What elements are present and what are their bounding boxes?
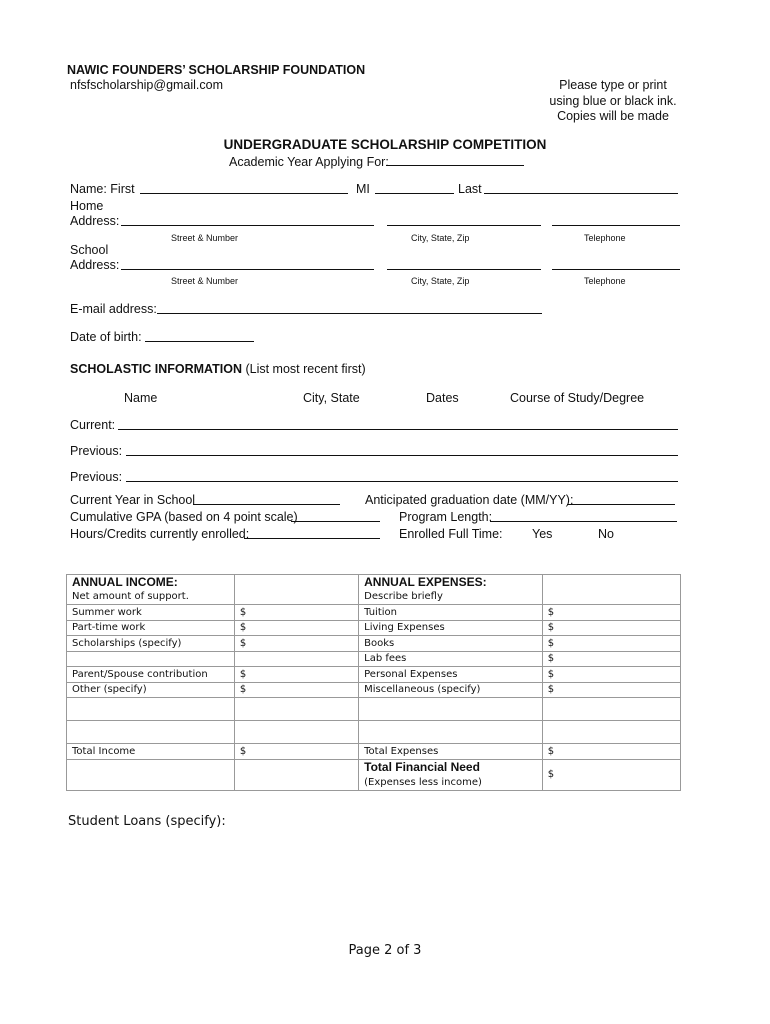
blank-cell — [234, 759, 358, 790]
blank-cell[interactable] — [359, 698, 543, 721]
table-row — [67, 721, 681, 744]
total-income-label: Total Income — [67, 744, 235, 760]
gpa-field[interactable] — [291, 521, 380, 522]
page-number: Page 2 of 3 — [348, 943, 422, 958]
blank-cell[interactable] — [359, 721, 543, 744]
scholastic-heading-title: SCHOLASTIC INFORMATION — [70, 362, 242, 376]
email-label: E-mail address: — [70, 302, 157, 316]
income-sub-cell: Net amount of support. — [67, 590, 235, 605]
income-item: Part-time work — [67, 620, 235, 636]
table-row — [67, 620, 681, 636]
blank-cell[interactable] — [542, 698, 680, 721]
school-city-field[interactable] — [387, 269, 541, 270]
income-item: Scholarships (specify) — [67, 636, 235, 652]
hours-label: Hours/Credits currently enrolled: — [70, 527, 250, 541]
table-row — [67, 744, 681, 760]
blank-cell[interactable] — [542, 721, 680, 744]
total-expenses-label: Total Expenses — [359, 744, 543, 760]
blank-cell[interactable] — [234, 721, 358, 744]
table-row — [67, 590, 681, 605]
income-item: Summer work — [67, 605, 235, 621]
scholastic-heading — [70, 362, 366, 376]
income-amount-cell[interactable] — [234, 590, 358, 605]
current-school-field[interactable] — [118, 429, 678, 430]
expense-amount[interactable]: $ — [542, 667, 680, 683]
mi-field[interactable] — [375, 193, 454, 194]
telephone-caption: Telephone — [584, 276, 626, 286]
home-street-field[interactable] — [121, 225, 374, 226]
income-item: Parent/Spouse contribution — [67, 667, 235, 683]
street-caption: Street & Number — [171, 276, 239, 286]
first-name-label: Name: First — [70, 182, 135, 196]
organization-email: nfsfscholarship@gmail.com — [70, 78, 224, 92]
organization-name: NAWIC FOUNDERS’ SCHOLARSHIP FOUNDATION — [67, 63, 366, 77]
table-row — [67, 575, 681, 590]
academic-year-field[interactable] — [386, 165, 524, 166]
previous-school-label: Previous: — [70, 470, 123, 484]
city-caption: City, State, Zip — [411, 276, 470, 286]
table-row — [67, 698, 681, 721]
income-item — [67, 651, 235, 667]
table-row — [67, 651, 681, 667]
current-year-field[interactable] — [193, 504, 340, 505]
school-address-label: Address: — [70, 258, 120, 272]
previous-school-label: Previous: — [70, 444, 123, 458]
full-time-yes-option[interactable]: Yes — [532, 527, 553, 541]
note-line: Copies will be made — [557, 109, 669, 123]
expense-item: Personal Expenses — [359, 667, 543, 683]
expense-item: Lab fees — [359, 651, 543, 667]
income-amount[interactable]: $ — [234, 620, 358, 636]
financial-need-amount[interactable]: $ — [542, 759, 680, 790]
financial-need-cell — [359, 759, 543, 790]
blank-cell — [67, 759, 235, 790]
home-telephone-field[interactable] — [552, 225, 680, 226]
last-name-field[interactable] — [484, 193, 678, 194]
gpa-label: Cumulative GPA (based on 4 point scale) — [70, 510, 298, 524]
expense-amount-cell[interactable] — [542, 590, 680, 605]
column-course: Course of Study/Degree — [510, 391, 645, 405]
home-city-field[interactable] — [387, 225, 541, 226]
total-income-amount[interactable]: $ — [234, 744, 358, 760]
instructions-note — [528, 78, 698, 125]
blank-cell[interactable] — [67, 698, 235, 721]
income-amount-cell[interactable] — [234, 575, 358, 590]
income-title-cell — [67, 575, 235, 590]
expense-amount[interactable]: $ — [542, 620, 680, 636]
expense-item: Miscellaneous (specify) — [359, 682, 543, 698]
financial-need-sub: (Expenses less income) — [364, 776, 482, 788]
income-amount[interactable]: $ — [234, 667, 358, 683]
student-loans-label: Student Loans (specify): — [68, 814, 226, 829]
program-length-field[interactable] — [490, 521, 677, 522]
column-dates: Dates — [426, 391, 459, 405]
street-caption: Street & Number — [171, 233, 239, 243]
full-time-no-option[interactable]: No — [598, 527, 614, 541]
income-amount[interactable]: $ — [234, 682, 358, 698]
finance-table — [66, 574, 681, 791]
expense-item: Tuition — [359, 605, 543, 621]
previous-school-field[interactable] — [126, 455, 678, 456]
total-expenses-amount[interactable]: $ — [542, 744, 680, 760]
grad-date-label: Anticipated graduation date (MM/YY): — [365, 493, 574, 507]
note-line: using blue or black ink. — [549, 93, 677, 108]
income-item: Other (specify) — [67, 682, 235, 698]
program-length-label: Program Length: — [399, 510, 493, 524]
blank-cell[interactable] — [234, 698, 358, 721]
previous-school-field[interactable] — [126, 481, 678, 482]
school-label: School — [70, 243, 109, 257]
table-row — [67, 682, 681, 698]
expense-amount[interactable]: $ — [542, 682, 680, 698]
mi-label: MI — [356, 182, 370, 196]
table-row — [67, 759, 681, 790]
full-time-label: Enrolled Full Time: — [399, 527, 503, 541]
table-row — [67, 605, 681, 621]
income-amount[interactable] — [234, 651, 358, 667]
expenses-title: ANNUAL EXPENSES: — [364, 575, 487, 590]
expense-amount[interactable]: $ — [542, 605, 680, 621]
table-row — [67, 636, 681, 652]
city-caption: City, State, Zip — [411, 233, 470, 243]
financial-need-title: Total Financial Need — [364, 759, 480, 774]
expenses-sub-cell: Describe briefly — [359, 590, 543, 605]
income-amount[interactable]: $ — [234, 636, 358, 652]
dob-label: Date of birth: — [70, 330, 142, 344]
grad-date-field[interactable] — [567, 504, 675, 505]
expense-amount-cell[interactable] — [542, 575, 680, 590]
last-name-label: Last — [458, 182, 482, 196]
income-title: ANNUAL INCOME: — [72, 575, 178, 590]
school-telephone-field[interactable] — [552, 269, 680, 270]
email-field[interactable] — [157, 313, 542, 314]
school-street-field[interactable] — [121, 269, 374, 270]
column-name: Name — [124, 391, 158, 405]
expense-amount[interactable]: $ — [542, 636, 680, 652]
dob-field[interactable] — [145, 341, 254, 342]
expenses-title-cell — [359, 575, 543, 590]
column-city-state: City, State — [303, 391, 360, 405]
academic-year-label: Academic Year Applying For: — [229, 155, 389, 169]
home-label: Home — [70, 199, 104, 213]
telephone-caption: Telephone — [584, 233, 626, 243]
expense-item: Living Expenses — [359, 620, 543, 636]
table-row — [67, 667, 681, 683]
home-address-label: Address: — [70, 214, 120, 228]
first-name-field[interactable] — [140, 193, 348, 194]
blank-cell[interactable] — [67, 721, 235, 744]
current-school-label: Current: — [70, 418, 116, 432]
expense-amount[interactable]: $ — [542, 651, 680, 667]
note-line: Please type or print — [559, 78, 667, 92]
income-amount[interactable]: $ — [234, 605, 358, 621]
expense-item: Books — [359, 636, 543, 652]
form-title: UNDERGRADUATE SCHOLARSHIP COMPETITION — [223, 137, 547, 152]
hours-field[interactable] — [244, 538, 380, 539]
current-year-label: Current Year in School — [70, 493, 196, 507]
scholastic-heading-note: (List most recent first) — [241, 362, 366, 376]
